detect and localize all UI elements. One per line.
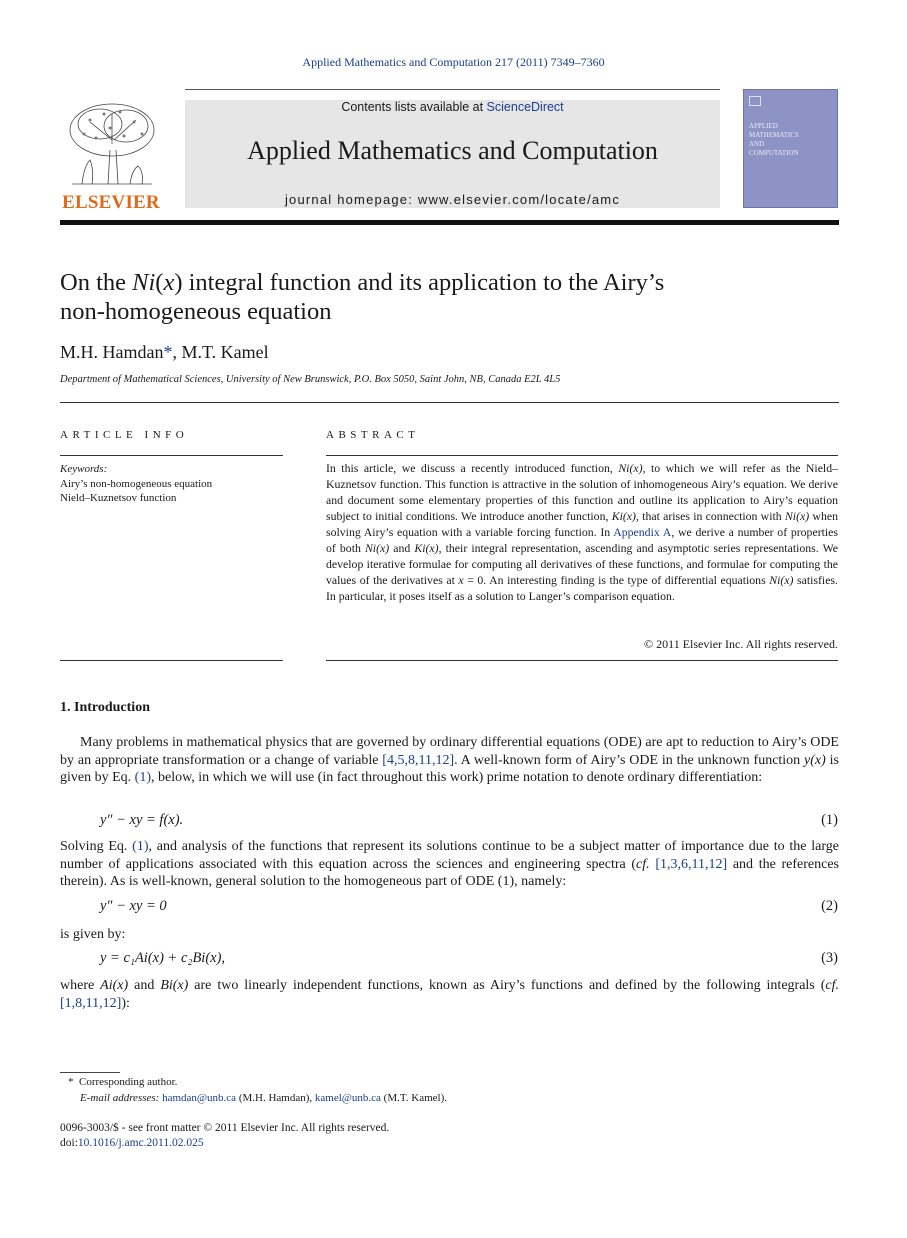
cover-line: AND [749,140,765,148]
contents-prefix: Contents lists available at [341,100,487,114]
abstract-bottom-rule [326,660,838,661]
keywords-label: Keywords: [60,463,108,475]
citation-link[interactable]: [1,8,11,12] [60,995,122,1011]
keywords-block [60,462,212,506]
title-variable: x [163,269,175,296]
section-heading-introduction: 1. Introduction [60,700,150,715]
authors [60,342,269,363]
equation-1-number: (1) [821,812,838,828]
title-paren: ) [174,269,183,296]
journal-reference-link[interactable]: Applied Mathematics and Computation 217 (2011) 7349–7360 [302,55,605,69]
journal-reference[interactable] [0,55,907,70]
abstract-copyright: © 2011 Elsevier Inc. All rights reserved. [644,637,838,651]
article-info-bottom-rule [60,660,283,661]
equation-3: y = c₁Ai(x) + c₂Bi(x), [100,950,226,966]
footnote-emails: E-mail addresses: hamdan@unb.ca (M.H. Hamdan), kamel@unb.ca (M.T. Kamel). [80,1092,448,1104]
appendix-a-link[interactable]: Appendix A [613,525,672,539]
journal-title: Applied Mathematics and Computation [247,136,658,165]
intro-paragraph-2: Solving Eq. (1), and analysis of the functions that represent its solutions continue to be a subject matter of importance due to the large number of applications associated with this equation across the sciences and engineering spectra (cf. [1,3,6,11,12] and the references therein). As is well-known, general solution to the homogeneous part of ODE (1), namely: [60,839,840,890]
title-line-2: non-homogeneous equation [60,298,332,325]
tree-logo-icon [60,100,162,192]
affiliation: Department of Mathematical Sciences, University of New Brunswick, P.O. Box 5050, Saint John, NB, Canada E2L 4L5 [60,374,561,385]
footnote-rule [60,1072,120,1073]
title-text: On the [60,269,133,296]
title-function: Ni [132,269,156,296]
abstract-label: ABSTRACT [326,429,420,441]
issn-line: 0096-3003/$ - see front matter © 2011 Elsevier Inc. All rights reserved. [60,1122,390,1134]
corresponding-author-marker[interactable]: * [163,342,173,362]
journal-cover-thumbnail[interactable] [743,89,838,208]
equation-link[interactable]: (1) [134,770,151,786]
intro-paragraph-4: where Ai(x) and Bi(x) are two linearly independent functions, known as Airy’s functions and defined by the following integrals (cf. [1,8,11,12]): [60,978,839,1011]
equation-2: y″ − xy = 0 [100,898,167,914]
abstract-text: In this article, we discuss a recently introduced function, Ni(x), to which we will refer as the Nield–Kuznetsov function. This function is attractive in the solution of inhomogeneous Airy’s equation. We derive and document some elementary properties of this function and outline its application to Airy’s equation subject to initial conditions. We introduce another function, Ki(x), that arises in connection with Ni(x) when solving Airy’s equation with a variable forcing function. In Appendix A, we derive a number of properties of both Ni(x) and Ki(x), their integral representation, ascending and asymptotic series representations. We develop iterative formulae for computing all derivatives of these functions, and formulae for computing the values of the derivatives at x = 0. An interesting finding is the type of differential equations Ni(x) satisfies. In particular, it poses itself as a solution to Langer’s comparison equation. [326,461,839,603]
intro-paragraph-3: is given by: [60,927,126,942]
equation-link[interactable]: (1) [132,839,149,854]
cover-line: MATHEMATICS [749,131,799,139]
header-thick-rule [60,220,839,225]
article-info-label: ARTICLE INFO [60,429,189,441]
keyword-item: Airy’s non-homogeneous equation [60,477,213,490]
title-bottom-rule [60,402,839,403]
cover-title [749,122,799,158]
doi-link[interactable]: 10.1016/j.amc.2011.02.025 [77,1137,204,1149]
sciencedirect-link[interactable]: ScienceDirect [486,100,564,114]
doi-line: doi:10.1016/j.amc.2011.02.025 [60,1137,204,1149]
equation-2-number: (2) [821,898,838,914]
intro-paragraph-1: Many problems in mathematical physics that are governed by ordinary differential equations (ODE) are apt to reduction to Airy’s ODE by an appropriate transformation or a change of variable [4,5,8,11,12]. A well-known form of Airy’s ODE in the unknown function y(x) is given by Eq. (1), below, in which we will use (in fact throughout this work) prime notation to denote ordinary differentiation: [60,735,840,786]
cover-emblem-icon [749,96,761,106]
author-2: M.T. Kamel [181,342,269,362]
author-separator: , [172,342,182,362]
publisher-name: ELSEVIER [62,192,160,213]
equation-3-number: (3) [821,950,838,966]
author-1: M.H. Hamdan [60,342,164,362]
keyword-item: Nield–Kuznetsov function [60,492,177,504]
article-info-rule [60,455,283,456]
contents-line [185,100,720,114]
citation-link[interactable]: [4,5,8,11,12] [382,752,455,768]
email-link[interactable]: hamdan@unb.ca [162,1092,237,1104]
footnote-corresponding: * Corresponding author. [68,1076,178,1088]
article-title [60,268,839,326]
equation-1: y″ − xy = f(x). [100,812,184,828]
title-text: integral function and its application to the Airy’s [182,269,665,296]
citation-link[interactable]: [1,3,6,11,12] [655,856,728,872]
email-link[interactable]: kamel@unb.ca [314,1092,381,1104]
header-rule [185,89,720,90]
journal-homepage[interactable]: journal homepage: www.elsevier.com/locate/amc [284,192,621,207]
cover-line: APPLIED [749,122,778,130]
cover-line: COMPUTATION [749,149,799,157]
title-paren: ( [155,269,164,296]
abstract-rule [326,455,838,456]
